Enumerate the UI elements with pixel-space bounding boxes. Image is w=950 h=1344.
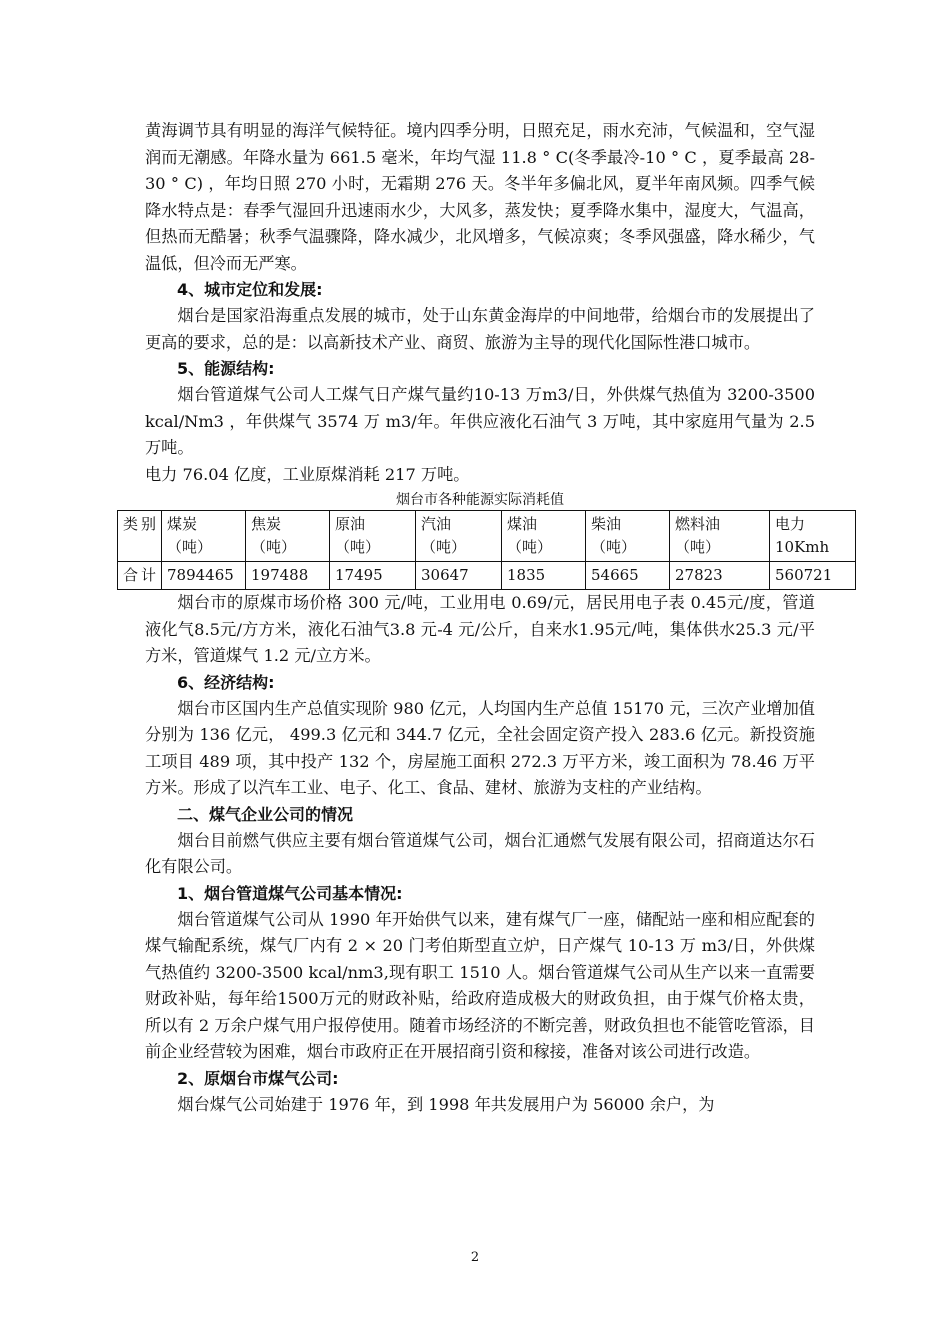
heading-energy-structure: 5、能源结构:	[177, 359, 275, 378]
heading-pipeline-gas-company: 1、烟台管道煤气公司基本情况:	[177, 883, 403, 903]
paragraph-gas-companies: 烟台目前燃气供应主要有烟台管道煤气公司，烟台汇通燃气发展有限公司，招商道达尔石化有限公司。	[145, 830, 815, 876]
paragraph-pipeline-gas-company: 烟台管道煤气公司从 1990 年开始供气以来，建有煤气厂一座，储配站一座和相应配套的煤气输配系统，煤气厂内有 2 × 20 门考伯斯型直立炉，日产煤气 10-13 万 m3/日，外供煤气热值约 3200-3500 kcal/nm3,现有职工 1510 人。烟台管道煤气公司从生产以来一直需要财政补贴，每年给1500万元的财政补贴，给政府造成极大的财政负担，由于煤气价格太贵，所以有 2 万余户煤气用户报停使用。随着市场经济的不断完善，财政负担也不能管吃管添，目前企业经营较为困难，烟台市政府正在开展招商引资和稼接，准备对该公司进行改造。	[145, 909, 815, 1061]
paragraph-former-gas-company: 烟台煤气公司始建于 1976 年，到 1998 年共发展用户为 56000 余户，为	[177, 1094, 715, 1114]
heading-gas-companies: 二、煤气企业公司的情况	[177, 804, 354, 824]
paragraph-prices: 烟台市的原煤市场价格 300 元/吨，工业用电 0.69/元，居民用电子表 0.45元/度，管道液化气8.5元/方方米，液化石油气3.8 元-4 元/公斤，自来水1.95元/吨，集体供水25.3 元/平方米，管道煤气 1.2 元/立方米。	[145, 593, 815, 665]
header-cell: 电力 10Kmh	[770, 511, 856, 562]
heading-former-gas-company: 2、原烟台市煤气公司:	[177, 1068, 339, 1088]
header-row-label: 类别	[118, 511, 162, 562]
table-cell: 560721	[770, 562, 856, 590]
table-cell: 30647	[416, 562, 502, 590]
table-header-row	[118, 511, 856, 562]
paragraph-energy-power: 电力 76.04 亿度，工业原煤消耗 217 万吨。	[145, 464, 470, 484]
header-cell: 柴油 （吨）	[586, 511, 670, 562]
table-cell: 27823	[670, 562, 770, 590]
energy-consumption-table	[117, 510, 856, 590]
table-cell: 17495	[330, 562, 416, 590]
table-cell: 1835	[502, 562, 586, 590]
header-cell: 煤油 （吨）	[502, 511, 586, 562]
paragraph-economy: 烟台市区国内生产总值实现阶 980 亿元，人均国内生产总值 15170 元，三次产业增加值分别为 136 亿元， 499.3 亿元和 344.7 亿元，全社会固定资产投入 283.6 亿元。新投资施工项目 489 项，其中投产 132 个，房屋施工面积 272.3 万平方米，竣工面积为 78.46 万平方米。形成了以汽车工业、电子、化工、食品、建材、旅游为支柱的产业结构。	[145, 698, 815, 797]
paragraph-energy-gas: 烟台管道煤气公司人工煤气日产煤气量约10-13 万m3/日，外供煤气热值为 3200-3500 kcal/Nm3 ，年供煤气 3574 万 m3/年。年供应液化石油气 3 万吨，其中家庭用气量为 2.5 万吨。	[145, 385, 815, 457]
header-cell: 焦炭 （吨）	[246, 511, 330, 562]
total-row-label: 合计	[118, 562, 162, 590]
header-cell: 汽油 （吨）	[416, 511, 502, 562]
heading-city-position: 4、城市定位和发展:	[177, 280, 323, 299]
header-cell: 燃料油 （吨）	[670, 511, 770, 562]
document-page	[123, 118, 833, 1118]
table-total-row	[118, 562, 856, 590]
table-cell: 7894465	[162, 562, 246, 590]
paragraph-climate: 黄海调节具有明显的海洋气候特征。境内四季分明，日照充足，雨水充沛，气候温和，空气湿润而无潮感。年降水量为 661.5 毫米，年均气湿 11.8 ° C(冬季最冷-10 ° C ，夏季最高 28-30 ° C) ，年均日照 270 小时，无霜期 276 天。冬半年多偏北风，夏半年南风频。四季气候降水特点是：春季气湿回升迅速雨水少，大风多，蒸发快；夏季降水集中，湿度大，气温高，但热而无酷暑；秋季气温骤降，降水减少，北风增多，气候凉爽；冬季风强盛，降水稀少，气温低，但冷而无严寒。	[145, 121, 815, 273]
table-cell: 54665	[586, 562, 670, 590]
heading-economic-structure: 6、经济结构:	[177, 672, 275, 692]
header-cell: 原油 （吨）	[330, 511, 416, 562]
page-number: 2	[470, 1250, 480, 1265]
header-cell: 煤炭 （吨）	[162, 511, 246, 562]
table-caption: 烟台市各种能源实际消耗值	[396, 492, 564, 508]
table-cell: 197488	[246, 562, 330, 590]
paragraph-city-position: 烟台是国家沿海重点发展的城市，处于山东黄金海岸的中间地带，给烟台市的发展提出了更高的要求，总的是：以高新技术产业、商贸、旅游为主导的现代化国际性港口城市。	[145, 306, 815, 352]
